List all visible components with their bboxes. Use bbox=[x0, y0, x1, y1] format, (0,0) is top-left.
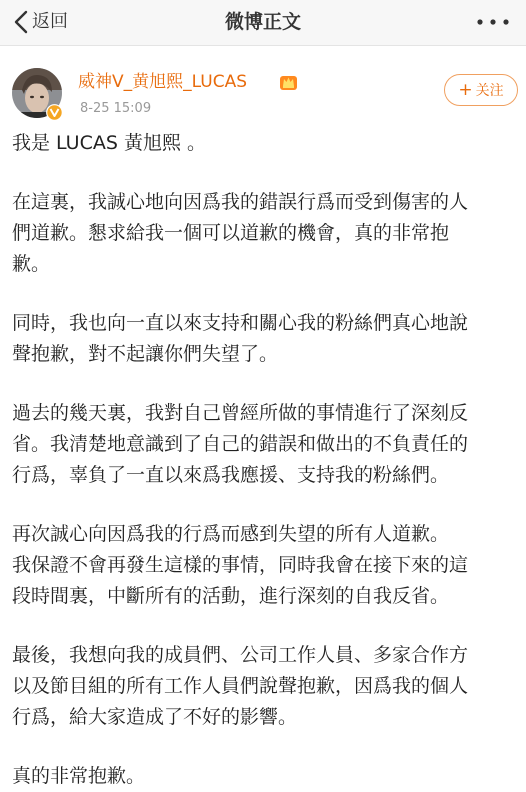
post-paragraph: 過去的幾天裏，我對自己曾經所做的事情進行了深刻反 省。我清楚地意識到了自己的錯誤和做出的不負責任的 行爲，辜負了一直以來爲我應援、支持我的粉絲們。 bbox=[12, 402, 469, 486]
post-body bbox=[12, 128, 517, 792]
post-paragraph: 在這裏，我誠心地向因爲我的錯誤行爲而受到傷害的人 們道歉。懇求給我一個可以道歉的機會，真的非常抱 歉。 bbox=[12, 191, 469, 275]
back-label: 返回 bbox=[32, 11, 68, 32]
top-nav-bar bbox=[0, 0, 526, 46]
more-button[interactable] bbox=[476, 14, 510, 30]
post-time: 8-25 15:09 bbox=[80, 101, 152, 116]
author-name[interactable]: 威神V_黄旭熙_LUCAS bbox=[78, 72, 247, 92]
ellipsis-icon bbox=[476, 14, 510, 30]
page-title: 微博正文 bbox=[224, 11, 301, 33]
vip-crown-icon[interactable] bbox=[279, 73, 298, 91]
post-paragraph: 最後，我想向我的成員們、公司工作人員、多家合作方 以及節目組的所有工作人員們說聲抱歉，因爲我的個人 行爲，給大家造成了不好的影響。 bbox=[12, 644, 469, 728]
follow-label: 关注 bbox=[475, 83, 504, 99]
post-paragraph: 真的非常抱歉。 bbox=[12, 765, 146, 787]
post-paragraph: 我是 LUCAS 黃旭熙 。 bbox=[12, 132, 206, 154]
plus-icon: + bbox=[458, 79, 473, 100]
verified-badge-icon bbox=[46, 104, 63, 121]
post-paragraph: 同時，我也向一直以來支持和關心我的粉絲們真心地說 聲抱歉，對不起讓你們失望了。 bbox=[12, 312, 469, 365]
follow-button[interactable] bbox=[444, 74, 518, 106]
post-paragraph: 再次誠心向因爲我的行爲而感到失望的所有人道歉。 我保證不會再發生這樣的事情，同時我會在接下來的這 段時間裏，中斷所有的活動，進行深刻的自我反省。 bbox=[12, 523, 469, 607]
